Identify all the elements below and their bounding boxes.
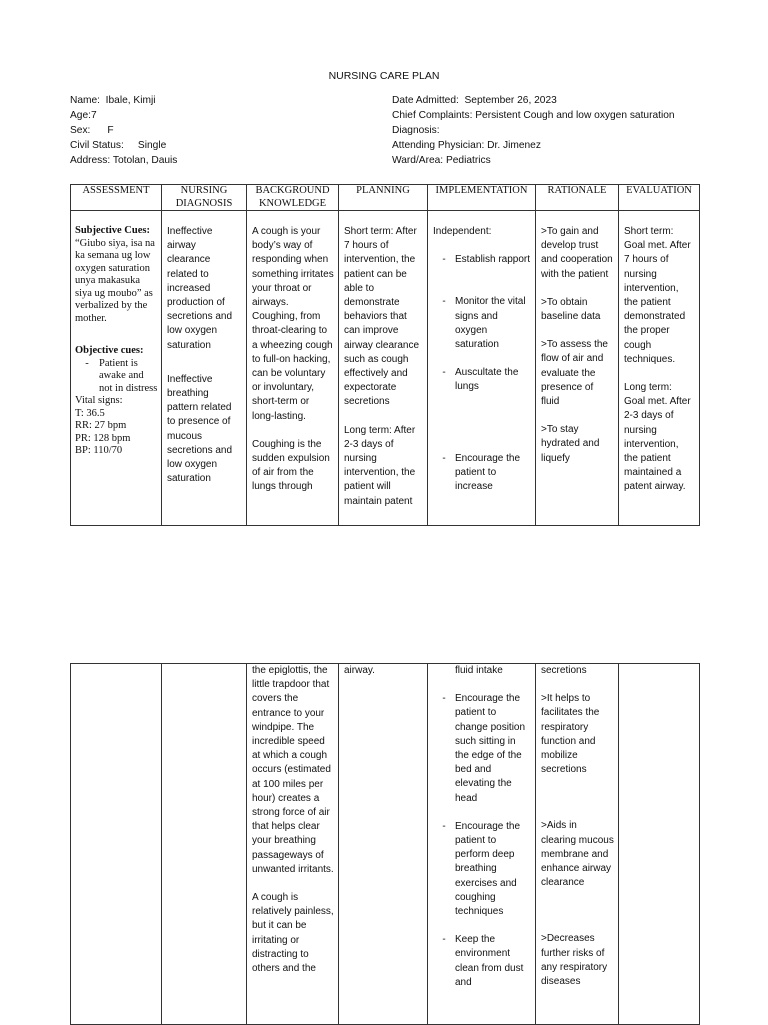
- objective-cues-label: Objective cues:: [75, 345, 144, 356]
- vital-temp: T: 36.5: [75, 407, 105, 419]
- list-item: [433, 452, 531, 495]
- bullet-dash: -: [442, 367, 446, 379]
- planning-cell: [339, 211, 428, 526]
- patient-sex: Sex: F: [70, 125, 114, 136]
- planning-long-term-cont: airway.: [344, 665, 375, 676]
- vital-pr: PR: 128 bpm: [75, 432, 131, 444]
- care-plan-table-page-2: [70, 663, 700, 1025]
- background-paragraph-1: A cough is your body’s way of responding when something irritates your throat or airways. Coughing, from throat-clearing to a wheezing cough to full-on hacking, can be voluntary or involuntary, short-term or long-lasting.: [252, 226, 334, 422]
- patient-info-right: [392, 93, 675, 168]
- table-header-row: [71, 185, 700, 211]
- patient-info-left: [70, 93, 177, 168]
- nursing-diagnosis-cell-continued: [162, 664, 247, 1025]
- header-nursing-diagnosis: NURSING DIAGNOSIS: [162, 185, 247, 211]
- rationale-respiratory-function: >It helps to facilitates the respiratory function and mobilize secretions: [541, 693, 600, 776]
- list-item: [433, 253, 531, 267]
- implementation-independent-label: Independent:: [433, 226, 492, 237]
- page-title: NURSING CARE PLAN: [328, 70, 440, 82]
- list-item: [75, 358, 159, 396]
- rationale-secretions-cont: secretions: [541, 665, 587, 676]
- rationale-rapport: >To gain and develop trust and cooperation with the patient: [541, 226, 613, 280]
- bullet-dash: -: [442, 934, 446, 946]
- bullet-dash: -: [442, 296, 446, 308]
- patient-civil-status: Civil Status: Single: [70, 140, 167, 151]
- header-implementation: IMPLEMENTATION: [428, 185, 536, 211]
- date-admitted: Date Admitted: September 26, 2023: [392, 95, 557, 106]
- background-knowledge-cell-continued: [247, 664, 339, 1025]
- rationale-decrease-risk: >Decreases further risks of any respiratory diseases: [541, 933, 608, 988]
- impl-establish-rapport: Establish rapport: [455, 254, 531, 266]
- rationale-hydrate: >To stay hydrated and liquefy: [541, 424, 600, 464]
- bullet-dash: -: [442, 693, 446, 705]
- header-background-knowledge: BACKGROUND KNOWLEDGE: [247, 185, 339, 211]
- background-knowledge-cell: [247, 211, 339, 526]
- assessment-cell: [71, 211, 162, 526]
- care-plan-table-page-1: [70, 184, 700, 526]
- nursing-diagnosis-cell: [162, 211, 247, 526]
- impl-clean-environment: Keep the environment clean from dust and: [455, 934, 524, 988]
- impl-deep-breathing: Encourage the patient to perform deep breathing exercises and coughing techniques: [455, 820, 521, 918]
- impl-monitor-vitals: Monitor the vital signs and oxygen saturation: [455, 296, 526, 351]
- evaluation-cell-continued: [619, 664, 700, 1025]
- assessment-cell-continued: [71, 664, 162, 1025]
- diagnosis-airway-clearance: Ineffective airway clearance related to increased production of secretions and low oxygen saturation: [167, 226, 233, 351]
- bullet-dash: -: [442, 820, 446, 832]
- implementation-cell-continued: [428, 664, 536, 1025]
- ward-area: Ward/Area: Pediatrics: [392, 155, 491, 166]
- header-evaluation: EVALUATION: [619, 185, 700, 211]
- patient-name: Name: Ibale, Kimji: [70, 95, 156, 106]
- evaluation-short-term: Short term: Goal met. After 7 hours of nursing intervention, the patient demonstrated the proper cough techniques.: [624, 226, 691, 365]
- rationale-clearing-mucous: >Aids in clearing mucous membrane and enhance airway clearance: [541, 820, 614, 889]
- rationale-baseline: >To obtain baseline data: [541, 296, 601, 323]
- diagnosis-breathing-pattern: Ineffective breathing pattern related to presence of mucous secretions and low oxygen saturation: [167, 373, 233, 485]
- rationale-cell-continued: [536, 664, 619, 1025]
- impl-change-position: Encourage the patient to change position such sitting in the edge of the bed and elevating the head: [455, 693, 526, 804]
- list-item: [433, 933, 531, 990]
- background-paragraph-3: A cough is relatively painless, but it can be irritating or distracting to others and the: [252, 892, 334, 975]
- evaluation-cell: [619, 211, 700, 526]
- list-item: [433, 820, 531, 919]
- objective-cue-text: Patient is awake and not in distress: [99, 357, 158, 394]
- header-rationale: RATIONALE: [536, 185, 619, 211]
- patient-address: Address: Totolan, Dauis: [70, 155, 178, 166]
- vital-signs-label: Vital signs:: [75, 395, 123, 406]
- diagnosis-label: Diagnosis:: [392, 125, 440, 136]
- bullet-dash: -: [442, 452, 446, 464]
- vital-bp: BP: 110/70: [75, 445, 123, 456]
- subjective-cues-label: Subjective Cues:: [75, 225, 150, 236]
- rationale-assess-flow: >To assess the flow of air and evaluate the presence of fluid: [541, 339, 608, 408]
- rationale-cell: [536, 211, 619, 526]
- background-paragraph-2: Coughing is the sudden expulsion of air from the lungs through: [252, 438, 330, 493]
- impl-encourage-fluid: Encourage the patient to increase: [455, 452, 521, 493]
- table-row: [71, 211, 700, 526]
- chief-complaints: Chief Complaints: Persistent Cough and low oxygen saturation: [392, 110, 675, 121]
- list-item: [433, 295, 531, 352]
- bullet-dash: -: [85, 357, 89, 369]
- list-item: [433, 366, 531, 394]
- attending-physician: Attending Physician: Dr. Jimenez: [392, 140, 541, 151]
- planning-cell-continued: [339, 664, 428, 1025]
- vital-rr: RR: 27 bpm: [75, 420, 127, 431]
- planning-short-term: Short term: After 7 hours of intervention, the patient can be able to demonstrate behaviors that can improve airway clearance such as cough effectively and expectorate secretions: [344, 226, 420, 408]
- list-item: [433, 692, 531, 806]
- background-paragraph-cont: the epiglottis, the little trapdoor that covers the entrance to your windpipe. The incredible speed at which a cough occurs (estimated at 100 miles per hour) creates a strong force of air that helps clear your breathing passageways of unwanted irritants.: [252, 665, 334, 875]
- header-assessment: ASSESSMENT: [71, 185, 162, 211]
- planning-long-term: Long term: After 2-3 days of nursing intervention, the patient will maintain patent: [344, 424, 416, 507]
- evaluation-long-term: Long term: Goal met. After 2-3 days of nursing intervention, the patient maintained a patent airway.: [624, 382, 691, 493]
- bullet-dash: -: [442, 254, 446, 266]
- header-planning: PLANNING: [339, 185, 428, 211]
- patient-age: Age:7: [70, 110, 97, 121]
- implementation-cell: [428, 211, 536, 526]
- table-row: [71, 664, 700, 1025]
- subjective-cues-text: “Giubo siya, isa na ka semana ug low oxygen saturation unya makasuka siya ug moubo” as verbalized by the mother.: [75, 237, 155, 324]
- objective-cues-list: [75, 358, 159, 396]
- impl-fluid-intake-cont: fluid intake: [455, 665, 503, 676]
- impl-auscultate-lungs: Auscultate the lungs: [455, 367, 519, 393]
